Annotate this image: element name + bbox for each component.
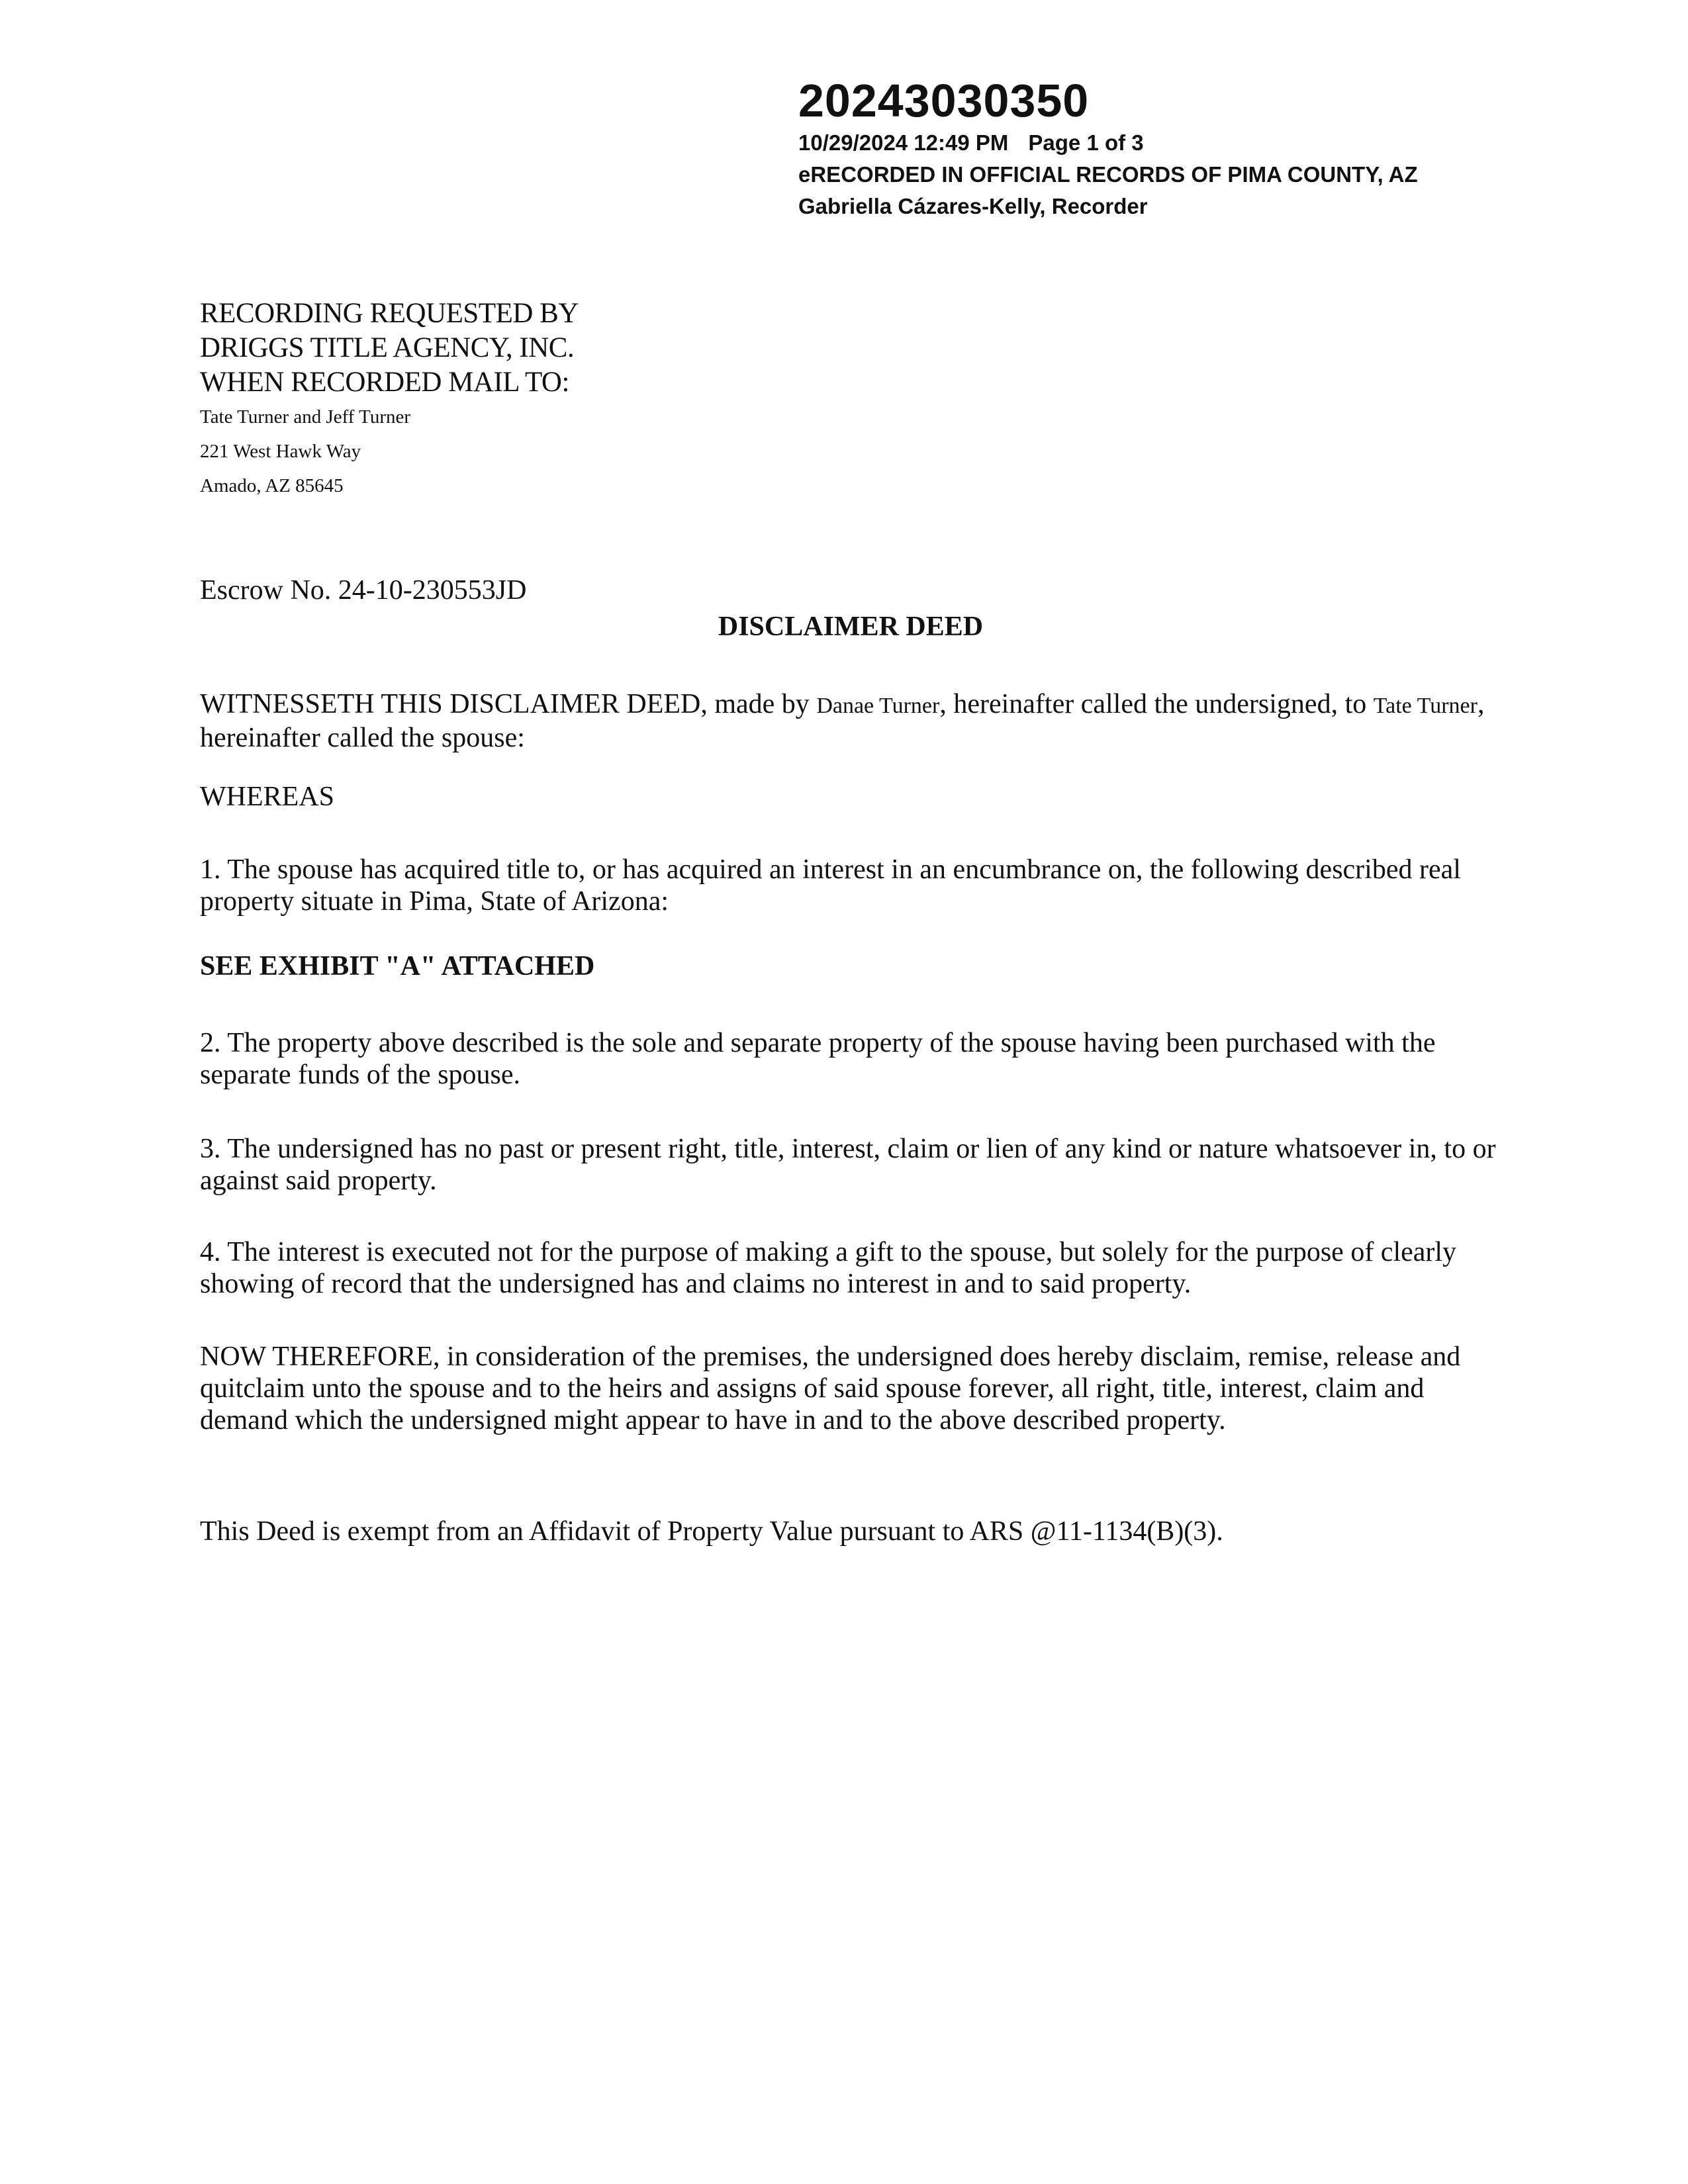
paragraph-2: 2. The property above described is the sole and separate property of the spouse having been purchased with the separate funds of the spouse. xyxy=(200,1028,1436,1090)
requested-by-name: DRIGGS TITLE AGENCY, INC. xyxy=(200,332,575,363)
spouse-name: Tate Turner xyxy=(1373,694,1477,718)
recording-header xyxy=(200,296,579,503)
recorded-in: eRECORDED IN OFFICIAL RECORDS OF PIMA COUNTY, AZ xyxy=(798,162,1418,187)
mail-to-city: Amado, AZ 85645 xyxy=(200,475,344,496)
paragraph-4: 4. The interest is executed not for the purpose of making a gift to the spouse, but solely for the purpose of clearly showing of record that the undersigned has and claims no interest in and to said property. xyxy=(200,1237,1457,1299)
recording-stamp xyxy=(798,74,1418,222)
document-title: DISCLAIMER DEED xyxy=(718,612,984,642)
undersigned-name: Danae Turner xyxy=(816,694,940,718)
witnesseth-text-2: , hereinafter called the undersigned, to xyxy=(939,689,1367,719)
now-therefore-paragraph: NOW THEREFORE, in consideration of the premises, the undersigned does hereby disclaim, remise, release and quitclaim unto the spouse and to the heirs and assigns of said spouse forever, all right, title, interest, claim and demand which the undersigned might appear to have in and to the above described property. xyxy=(200,1342,1461,1435)
requested-by-label: RECORDING REQUESTED BY xyxy=(200,298,579,329)
recorder-name: Gabriella Cázares-Kelly, Recorder xyxy=(798,194,1148,218)
document-number: 20243030350 xyxy=(798,75,1090,126)
whereas-heading: WHEREAS xyxy=(200,782,334,812)
page-info: Page 1 of 3 xyxy=(1028,130,1144,155)
paragraph-3: 3. The undersigned has no past or present right, title, interest, claim or lien of any kind or nature whatsoever in, to or against said property. xyxy=(200,1134,1496,1196)
recording-datetime: 10/29/2024 12:49 PM xyxy=(798,130,1009,155)
witnesseth-text-1: WITNESSETH THIS DISCLAIMER DEED, made by xyxy=(200,689,810,719)
mail-to-street: 221 West Hawk Way xyxy=(200,441,361,462)
witnesseth-text-3: , hereinafter called the spouse: xyxy=(200,689,1485,753)
recording-datetime-line xyxy=(798,127,1418,159)
exemption-statement: This Deed is exempt from an Affidavit of Property Value pursuant to ARS @11-1134(B)(3). xyxy=(200,1516,1223,1547)
exhibit-reference: SEE EXHIBIT "A" ATTACHED xyxy=(200,951,595,981)
paragraph-1: 1. The spouse has acquired title to, or has acquired an interest in an encumbrance on, the following described real property situate in Pima, State of Arizona: xyxy=(200,854,1461,917)
escrow-number: Escrow No. 24-10-230553JD xyxy=(200,575,527,606)
mail-to-label: WHEN RECORDED MAIL TO: xyxy=(200,367,569,398)
witnesseth-paragraph xyxy=(200,688,1497,754)
mail-to-name: Tate Turner and Jeff Turner xyxy=(200,406,411,428)
